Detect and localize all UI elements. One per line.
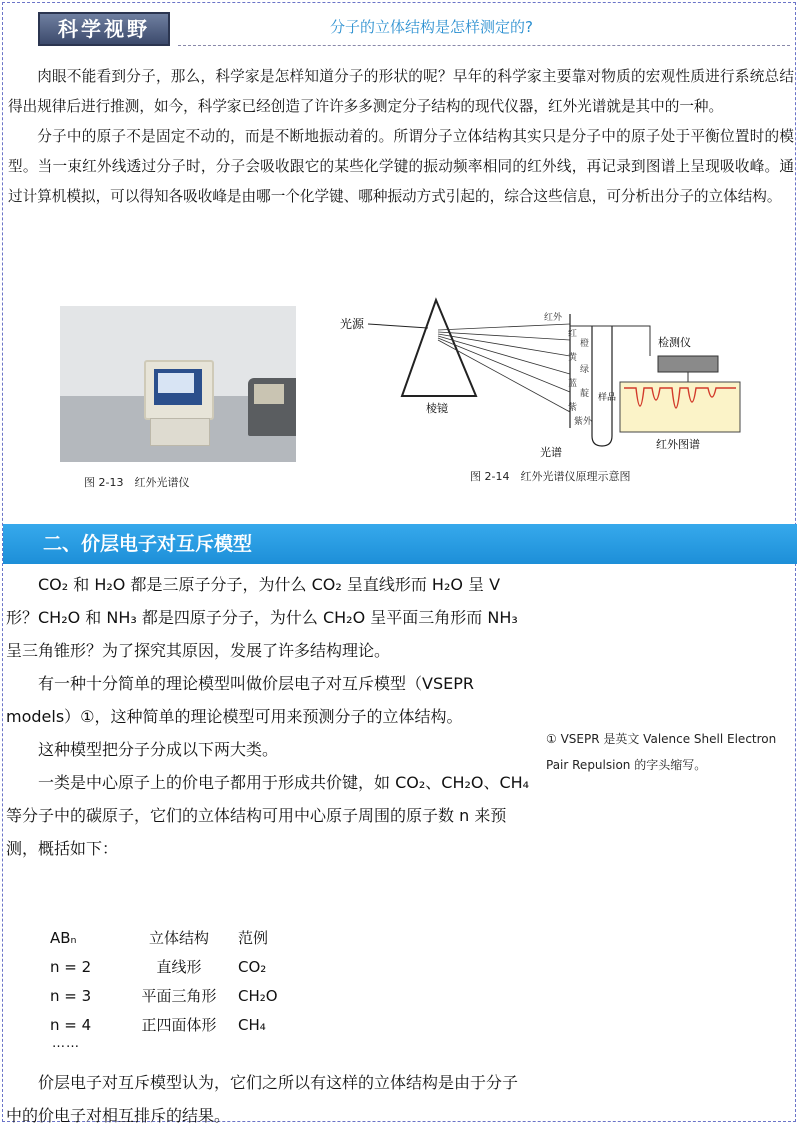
computer-case-image [150,418,210,446]
table-cell: 正四面体形 [141,1016,217,1034]
table-row [50,1011,318,1040]
svg-text:紫外: 紫外 [574,417,593,427]
closing-text [6,1066,530,1132]
prism-shape [402,300,476,396]
table-cell: n = 4 [50,1016,92,1034]
header-divider [178,45,790,46]
table-row [50,953,318,982]
monitor-image [144,360,214,420]
intro-paragraph: 分子中的原子不是固定不动的，而是不断地振动着的。所谓分子立体结构其实只是分子中的原子处于平衡位置时的模型。当一束红外线透过分子时，分子会吸收跟它的某些化学键的振动频率相同的红外线，再记录到图谱上呈现吸收峰。通过计算机模拟，可以得知各吸收峰是由哪一个化学键、哪种振动方式引起的，综合这些信息，可分析出分子的立体结构。 [8,128,794,205]
side-footnote: ① VSEPR 是英文 Valence Shell Electron Pair Repulsion 的字头缩写。 [546,732,777,772]
intro-paragraph: 肉眼不能看到分子，那么，科学家是怎样知道分子的形状的呢？早年的科学家主要靠对物质的宏观性质进行系统总结得出规律后进行推测，如今，科学家已经创造了许许多多测定分子结构的现代仪器，红外光谱就是其中的一种。 [8,68,794,115]
section-heading: 二、价层电子对互斥模型 [3,524,797,564]
table-header-cell: 立体结构 [148,929,209,947]
table-header-cell: ABₙ [50,929,77,947]
svg-text:靛: 靛 [580,389,590,399]
svg-text:黄: 黄 [568,353,578,363]
table-row [50,982,318,1011]
body-text [6,568,530,865]
table-header-row [50,924,318,953]
ir-principle-diagram [336,296,776,476]
table-ellipsis: …… [52,1036,80,1051]
vsepr-table [50,924,318,1040]
table-cell: CH₂O [238,987,278,1005]
svg-text:橙: 橙 [580,339,590,349]
intro-text [8,62,794,212]
table-cell: n = 3 [50,987,92,1005]
table-cell: 平面三角形 [141,987,217,1005]
table-cell: 直线形 [156,958,202,976]
body-paragraph: 有一种十分简单的理论模型叫做价层电子对互斥模型（VSEPR models）①，这种简单的理论模型可用来预测分子的立体结构。 [6,674,474,726]
light-source-label: 光源 [340,317,365,331]
spectrometer-photo [60,306,296,462]
body-paragraph: 这种模型把分子分成以下两大类。 [38,740,279,759]
sample-tube [592,326,612,446]
svg-text:红: 红 [568,329,578,339]
figure-2-14-caption: 图 2-14 红外光谱仪原理示意图 [470,470,631,483]
svg-text:红外: 红外 [544,313,563,323]
incident-beam [368,324,428,328]
table-cell: n = 2 [50,958,92,976]
body-paragraph: 价层电子对互斥模型认为，它们之所以有这样的立体结构是由于分子中的价电子对相互排斥的结果。 [6,1073,519,1125]
svg-text:绿: 绿 [580,365,590,375]
science-view-badge: 科学视野 [38,12,170,46]
page-title: 分子的立体结构是怎样测定的? [330,18,533,36]
detector-label: 检测仪 [658,336,691,349]
table-cell: CO₂ [238,958,267,976]
dispersed-rays [438,324,570,412]
sample-label: 样品 [598,393,617,403]
table-cell: CH₄ [238,1016,266,1034]
body-paragraph: 一类是中心原子上的价电子都用于形成共价键，如 CO₂、CH₂O、CH₄ 等分子中的碳原子，它们的立体结构可用中心原子周围的原子数 n 来预测，概括如下： [6,773,530,858]
ir-chart-label: 红外图谱 [656,438,700,451]
body-paragraph: CO₂ 和 H₂O 都是三原子分子，为什么 CO₂ 呈直线形而 H₂O 呈 V 形？CH₂O 和 NH₃ 都是四原子分子，为什么 CH₂O 呈平面三角形而 NH₃ 呈三角锥形？为了探究其原因，发展了许多结构理论。 [6,575,518,660]
svg-text:紫: 紫 [568,403,578,413]
svg-text:蓝: 蓝 [568,379,578,389]
prism-label: 棱镜 [426,402,448,415]
spectrometer-device-image [248,378,296,436]
spectrum-label: 光谱 [540,446,562,459]
table-header-cell: 范例 [238,929,269,947]
figure-2-13-caption: 图 2-13 红外光谱仪 [84,476,190,489]
detector-box [658,356,718,372]
